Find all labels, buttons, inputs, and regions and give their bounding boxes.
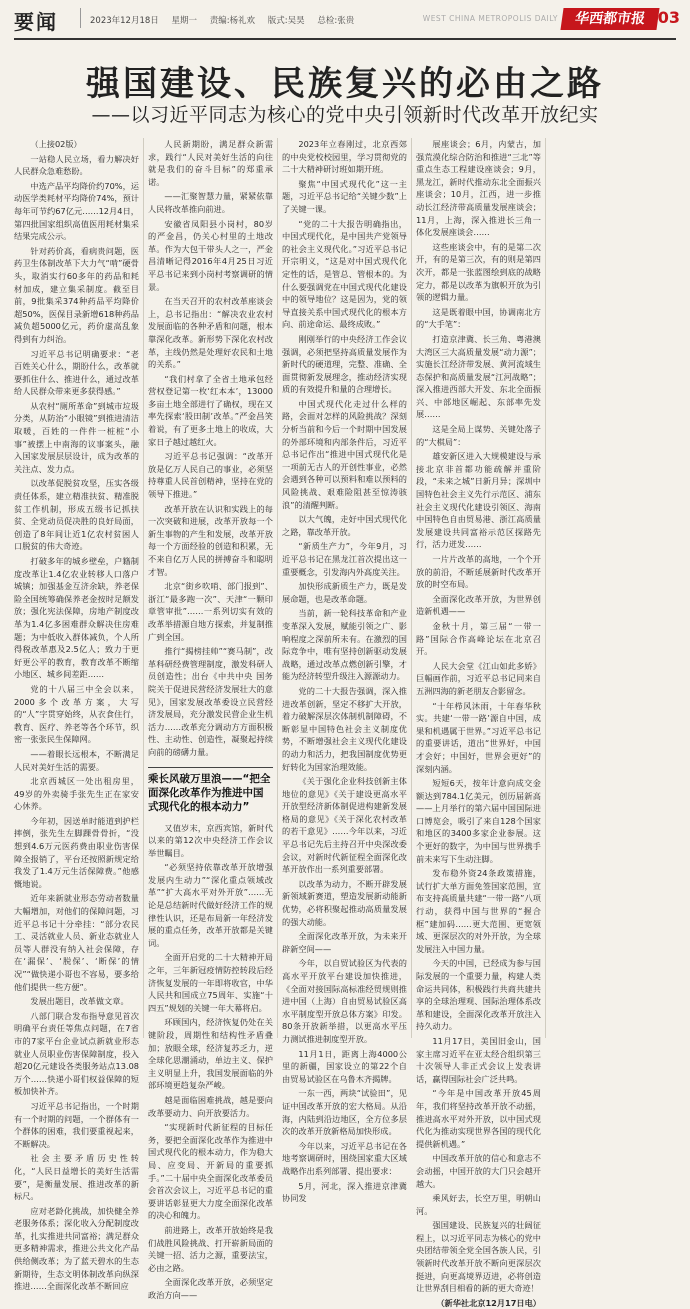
paragraph: 针对药价高，看病贵问题，医药卫生体制改革下大力气“啃”硬骨头，取消实行60多年的药品和耗材加成，建立集采制度。截至目前，9批集采374种药品平均降价超50%，医保目录新增618种药品减负超5000亿元，药价虚高乱象得到有力纠治。 (14, 245, 139, 344)
paragraph: 在当天召开的农村改革座谈会上，总书记指出：“解决农业农村发展面临的各种矛盾和问题，根本靠深化改革。新形势下深化农村改革，主线仍然是处理好农民和土地的关系。” (148, 296, 273, 370)
paragraph: 以大气魄，走好中国式现代化之路，靠改革开放。 (282, 514, 407, 537)
paragraph: 今天的中国，已经成为参与国际发展的一个重要力量，构建人类命运共同体，积极践行共商共建共享的全球治理观、国际治理体系改革和建设，全面深化改革开放注入持久动力。 (416, 958, 541, 1032)
paragraph: 2023年立春刚过，北京西郊的中央党校校园里，学习贯彻党的二十大精神研讨班如期开班。 (282, 139, 407, 175)
column-2-bottom (148, 822, 273, 1302)
paragraph: “今年是中国改革开放45周年，我们将坚持改革开放不动摇，推进高水平对外开放，以中国式现代化为推动实现世界各国的现代化提供新机遇。” (416, 1088, 541, 1149)
paragraph: 全面深化改革开放，为未来开辟新空间—— (282, 931, 407, 954)
paragraph: 人民大会堂《江山如此多娇》巨幅画作前，习近平总书记同来自五洲四海的新老朋友合影留念。 (416, 660, 541, 696)
paragraph: 一片片改革的高地，一个个开放的前沿，不断延展新时代改革开放的时空布局。 (416, 554, 541, 590)
paragraph: “新质生产力”，今年9月，习近平总书记在黑龙江首次提出这一重要概念，引发海内外高度关注。 (282, 541, 407, 577)
header-rule (14, 38, 676, 40)
section-subtitle: 乘长风破万里浪——“把全面深化改革作为推进中国式现代化的根本动力” (148, 772, 271, 813)
page-number: 03 (657, 8, 680, 27)
paragraph: 八部门联合发布指导意见首次明确平台责任等焦点问题，在7省市的7家平台企业试点新就业形态就业人员职业伤害保障制度，投入超20亿元建设各类服务站点13.08万个……快递小哥们权益保障的短板加快补齐。 (14, 1010, 139, 1097)
paragraph: 11月1日，距离上海4000公里的新疆，国家设立的第22个自由贸易试验区在乌鲁木齐揭牌。 (282, 1048, 407, 1084)
paragraph: 发布稳外资24条政策措施，试行扩大单方面免签国家范围，宣布支持高质量共建“一带一路”八项行动，获得中国与世界的“握合框”建加码……更大范围、更宽领域、更深层次的对外开放，为全球发展注入中国力量。 (416, 868, 541, 954)
paragraph: 习近平总书记强调：“改革开放是亿万人民自己的事业，必须坚持尊重人民首创精神，坚持在党的领导下推进。” (148, 451, 273, 500)
paragraph: 5月，河北，深入推进京津冀协同发 (282, 1180, 407, 1204)
paragraph: 金秋十月，第三届“一带一路”国际合作高峰论坛在北京召开。 (416, 620, 541, 657)
paragraph: 推行“揭榜挂帅”“赛马制”，改革科研经费管理制度，激发科研人员创造性；出台《中共中央 国务院关于促进民营经济发展壮大的意见》，国家发展改革委设立民营经济发展局，充分激发民营企业生机活力……改革充分调动方方面积极性、主动性、创造性，凝聚起持续向前的磅礴力量。 (148, 646, 273, 757)
paragraph: “我们村拿了全省土地承包经营权登记第一枚‘红本本’，13000多亩土地全部进行了确权，现在又率先探索‘股田制’改革。”严金昌笑着说，有了更多土地上的收成，大家日子越过越红火。 (148, 373, 273, 447)
paragraph: 改革开放在认识和实践上的每一次突破和进展，改革开放每一个新生事物的产生和发展，改革开放每一个方面经验的创造和积累，无不来自亿万人民的拼搏奋斗和聪明才智。 (148, 503, 273, 577)
paragraph: 北京西城区一处出租房里，49岁的外卖骑手张先生正在家安心休养。 (14, 776, 139, 812)
article-body (14, 138, 676, 1308)
paragraph: ——着眼长远根本，不断满足人民对美好生活的需要。 (14, 748, 139, 772)
paragraph: 发展出题目，改革做文章。 (30, 996, 129, 1007)
paragraph: 短短6天，按年计意向成交金额达到784.1亿美元，创历届新高——上月举行的第六届中国国际进口博览会，吸引了来自128个国家和地区的3400多家企业参展。这个更好的数字，为中国与世界携手前未来写下生动注脚。 (416, 778, 541, 864)
paragraph: 安徽省凤阳县小岗村，80岁的严金昌，仍关心村里的土地改革。作为大包干带头人之一，严金昌清晰记得2016年4月25日习近平总书记来到小岗村考察调研的情景。 (148, 218, 273, 292)
paragraph: 党的十八届三中全会以来，2000多个改革方案，大写的“人”字贯穿始终，从衣食住行，教育、医疗、养老等各个环节，织密一张张民生保障网。 (14, 683, 139, 745)
newspaper-logo: 华西都市报 (560, 8, 659, 30)
section-subtitle-box (148, 767, 273, 814)
paragraph: 人民新期盼，满足群众新需求，践行“人民对美好生活的向往就是我们的奋斗目标”的郑重承诺。 (148, 139, 273, 187)
column-4-text (416, 138, 541, 1295)
paragraph: 以改革为动力，不断开辟发展新领域新赛道，塑造发展新动能新优势，必将积聚起推动高质量发展的强大动能。 (282, 878, 407, 927)
paragraph: 中选产品平均降价约70%，运动医学类耗材平均降价74%，预计每年可节约67亿元……12月4日，第四批国家组织高值医用耗材集采结果完成公示。 (14, 180, 139, 242)
paragraph: 越是面临困难挑战，越是要向改革要动力、向开放要活力。 (148, 1094, 273, 1118)
paragraph: “十年栉风沐雨，十年春华秋实。共建‘一带一路’源自中国，成果和机遇属于世界。”习近平总书记的重要讲话，道出“世界好，中国才会好；中国好，世界会更好”的深刻内涵。 (416, 700, 541, 774)
headline: 强国建设、民族复兴的必由之路 (86, 64, 604, 104)
page-header (0, 0, 690, 40)
chief-checker: 总检:张贵 (317, 16, 355, 26)
source-credit: （新华社北京12月17日电） (436, 1297, 541, 1308)
paragraph: 社会主要矛盾历史性转化，“人民日益增长的美好生活需要”，是衡量发展、推进改革的新标尺。 (14, 1153, 139, 1202)
column-2 (148, 138, 273, 1300)
column-4 (416, 138, 541, 1308)
paragraph: （上接02版） (30, 139, 82, 149)
paragraph: 以改革促脱贫攻坚，压实各级责任体系，建立精准扶贫、精准脱贫工作机制，形成五级书记抓扶贫、全党动员促决胜的良好局面，创造了8年间让近1亿农村贫困人口脱贫的伟大奇迹。 (14, 478, 139, 552)
paragraph: 又值岁末，京西宾馆，新时代以来的第12次中央经济工作会议举世瞩目。 (148, 822, 273, 858)
column-2-top (148, 138, 273, 759)
weekday: 星期一 (171, 16, 197, 26)
paragraph: 聚焦“中国式现代化”这一主题，习近平总书记给“关键少数”上了关键一课。 (282, 178, 407, 214)
paragraph: 党的二十大报告强调，深入推进改革创新，坚定不移扩大开放，着力破解深层次体制机制障碍，不断彰显中国特色社会主义制度优势，不断增强社会主义现代化建设的动力和活力，把我国制度优势更好转化为国家治理效能。 (282, 685, 407, 772)
paragraph: 前进路上，改革开放始终是我们战胜风险挑战、打开崭新局面的关键一招、活力之源，重要法宝，必由之路。 (148, 1224, 273, 1273)
layout-editor: 版式:吴昊 (267, 16, 305, 26)
paragraph: 应对老龄化挑战，加快健全养老服务体系；深化收入分配制度改革，扎实推进共同富裕；满足群众更多精神需求，推进公共文化产品供给侧改革；为了蓝天碧水的生态新期待，生态文明体制改革向纵深推进……全面深化改革不断回应 (14, 1205, 139, 1292)
paragraph: “党的二十大报告明确指出，中国式现代化，是中国共产党领导的社会主义现代化。”习近平总书记开宗明义，“这是对中国式现代化定性的话，是管总、管根本的。为什么要强调党在中国式现代化建设中的领导地位？这是因为，党的领导直接关系中国式现代化的根本方向、前途命运、最终成败。” (282, 218, 407, 330)
paragraph: “实现新时代新征程的目标任务，要把全面深化改革作为推进中国式现代化的根本动力，作为稳大局、应变局、开新局的重要抓手。”二十届中央全面深化改革委员会首次会议上，习近平总书记的重要讲话彰显更大力度全面深化改革的决心和魄力。 (148, 1122, 273, 1221)
paragraph: 刚刚举行的中央经济工作会议强调，必须把坚持高质量发展作为新时代的硬道理，完整、准确、全面贯彻新发展理念，推动经济实现质的有效提升和量的合理增长。 (282, 333, 407, 395)
header-divider (80, 8, 81, 28)
paragraph: 这是全局上谋势、关键处落子的“大棋局”： (416, 424, 541, 447)
paragraph: 当前，新一轮科技革命和产业变革深入发展，赋能引领之广、影响程度之深前所未有。在激烈的国际竞争中，唯有坚持创新驱动发展战略，通过改革点燃创新引擎，才能为经济转型升级注入源源动力。 (282, 608, 407, 682)
paragraph: 一站稳人民立场，看力解决好人民群众急难愁盼。 (14, 153, 139, 177)
paragraph: 乘风好去，长空万里，明朝山河。 (416, 1193, 541, 1216)
paragraph: 习近平总书记指出，一个时期有一个时期的问题，一个群体有一个群体的困难，我们要重视起来，不断解决。 (14, 1100, 139, 1149)
paragraph: 今年初，因送单时能道到护栏摔倒，张先生左脚踝骨骨折，“没想到4.6万元医药费由职业伤害保障全报销了，平台还按照新规定给我发了1.4万元生活保障费。”他感慨地说。 (14, 815, 139, 889)
paragraph: 这些座谈会中，有的是第二次开，有的是第三次，有的则是第四次开，都是一张蓝图绘到底的战略定力，都是以改革为旗帜开放为引领的逻辑力量。 (416, 241, 541, 303)
paragraph: 今年以来，习近平总书记在各地考察调研时，围绕国家重大区域战略作出系列部署、提出要求： (282, 1140, 407, 1176)
paragraph: 11月17日，美国旧金山，国家主席习近平在亚太经合组织第三十次领导人非正式会议上发表讲话，赢得国际社会广泛共鸣。 (416, 1035, 541, 1084)
section-tag: 要闻 (14, 10, 58, 34)
paragraph: 习近平总书记明确要求：“老百姓关心什么，期盼什么，改革就要抓住什么、推进什么，通过改革给人民群众带来更多获得感。” (14, 348, 139, 397)
paragraph: 打破多年的城乡壁垒，户籍制度改革让1.4亿农业转移人口落户城镇；加强基金互济余缺，养老保险全国统筹确保养老金按时足额发放；强化宪法保障，房地产制度改革为1.4亿多困难群众解决住房难题；为中低收入群体减负，个人所得税改革惠及2.5亿人；致力于更好更公平的教育，教育改革不断缩小地区、城乡间差距…… (14, 556, 139, 680)
paragraph: 中国式现代化走过什么样的路，会面对怎样的风险挑战？深刻分析当前和今后一个时期中国发展的外部环境和内部条件后，习近平总书记作出“推进中国式现代化是一项前无古人的开创性事业，必然会遇到各种可以预料和难以预料的风险挑战、艰难险阻甚至惊涛骇浪”的清醒判断。 (282, 398, 407, 510)
editor: 责编:杨礼欢 (209, 16, 256, 26)
column-3 (282, 138, 407, 1204)
paragraph: 雄安新区进入大规模建设与承接北京非首都功能疏解并重阶段，“未来之城”日新月异；深圳中国特色社会主义先行示范区、浦东社会主义现代化建设引领区、海南中国特色自由贸易港、浙江高质量发展建设共同富裕示范区探路先行，活力迸发…… (416, 451, 541, 550)
paragraph: 近年来新就业形态劳动者数量大幅增加，对他们的保障问题，习近平总书记十分牵挂：“部分农民工、灵活就业人员、新业态就业人员等人群没有纳入社会保障，存在‘漏保’、‘脱保’、‘断保’的情况”“做快递小哥也不容易，要多给他们提供一些方便”。 (14, 893, 139, 992)
paragraph: 环顾国内，经济恢复仍处在关键阶段，周期性和结构性矛盾叠加；放眼全球，经济复苏乏力，逆全球化思潮涌动，单边主义、保护主义明显上升，我国发展面临的外部环境更趋复杂严峻。 (148, 1017, 273, 1091)
paragraph: 北京“街乡吹哨、部门报到”、浙江“最多跑一次”、天津“一颗印章管审批”……一系列切实有效的改革举措源自地方探索，并复制推广到全国。 (148, 581, 273, 642)
paragraph: 全面深化改革开放，为世界创造新机遇—— (416, 593, 541, 617)
paragraph: 这是既着眼中国，协调南北方的“大手笔”： (416, 306, 541, 330)
column-1 (14, 138, 139, 1292)
paragraph: ——汇聚智慧力量，紧紧依靠人民将改革推向前进。 (148, 191, 273, 214)
paragraph: 展座谈会；6月，内蒙古，加强荒漠化综合防治和推进“三北”等重点生态工程建设座谈会；9月，黑龙江，新时代推动东北全面振兴座谈会；10月，江西，进一步推动长江经济带高质量发展座谈会；11月，上海，深入推进长三角一体化发展座谈会…… (416, 139, 541, 238)
paragraph: 全面深化改革开放，必须坚定政治方向—— (148, 1277, 273, 1300)
paragraph: 加快形成新质生产力，既是发展命题，也是改革命题。 (282, 581, 407, 604)
paragraph: 中国改革开放的信心和意志不会动摇，中国开放的大门只会越开越大。 (416, 1153, 541, 1189)
paragraph: 从农村“厕所革命”到城市垃圾分类，从防治“小眼镜”到推进清洁取暖，百姓的一件件一桩桩“小事”被摆上中南海的议事案头，融入国家发展层层设计，成为改革的关注点、发力点。 (14, 400, 139, 474)
paragraph: 一东一西，两块“试验田”，见证中国改革开放的宏大格局。从沿海，内陆到沿边地区，全方位多层次的改革开放新格局加快形成。 (282, 1088, 407, 1137)
paragraph: 打造京津冀、长三角、粤港澳大湾区三大高质量发展“动力源”；实施长江经济带发展、黄河流域生态保护和高质量发展“江河战略”；深入推进西部大开发、东北全面振兴、中部地区崛起、东部率先发展…… (416, 333, 541, 420)
paragraph: 《关于强化企业科技创新主体地位的意见》《关于建设更高水平开放型经济新体制促进构建新发展格局的意见》《关于深化农村改革的若干意见》……今年以来，习近平总书记先后主持召开中央深改委会议，对新时代新征程全面深化改革开放作出一系列重要部署。 (282, 776, 407, 875)
header-meta (90, 14, 364, 26)
paragraph: “必须坚持依靠改革开放增强发展内生动力”“深化重点领域改革”“扩大高水平对外开放”……无论是总结新时代做好经济工作的规律性认识，还是布局新一年经济发展的重点任务，改革开放都是关键词。 (148, 862, 273, 948)
paragraph: 全面开启党的二十大精神开局之年，三年新冠疫情防控转段后经济恢复发展的一年即将收官，中华人民共和国成立75周年、实施“十四五”规划的关键一年大幕将启。 (148, 952, 273, 1013)
issue-date: 2023年12月18日 (90, 16, 159, 26)
edition-name: WEST CHINA METROPOLIS DAILY (422, 14, 558, 23)
subheadline: ——以习近平同志为核心的党中央引领新时代改革开放纪实 (91, 104, 599, 126)
paragraph: 强国建设、民族复兴的壮阔征程上，以习近平同志为核心的党中央团结带领全党全国各族人民，引领新时代改革开放不断向更深层次挺进，向更高境界迈进，必将创造让世界刮目相看的新的更大奇迹！ (416, 1220, 541, 1294)
paragraph: 今年，以自贸试验区为代表的高水平开放平台建设加快推进，《全面对接国际高标准经贸规则推进中国（上海）自由贸易试验区高水平制度型开放总体方案》印发。80条开放新举措，以更高水平压力测试推进制度型开放。 (282, 958, 407, 1044)
